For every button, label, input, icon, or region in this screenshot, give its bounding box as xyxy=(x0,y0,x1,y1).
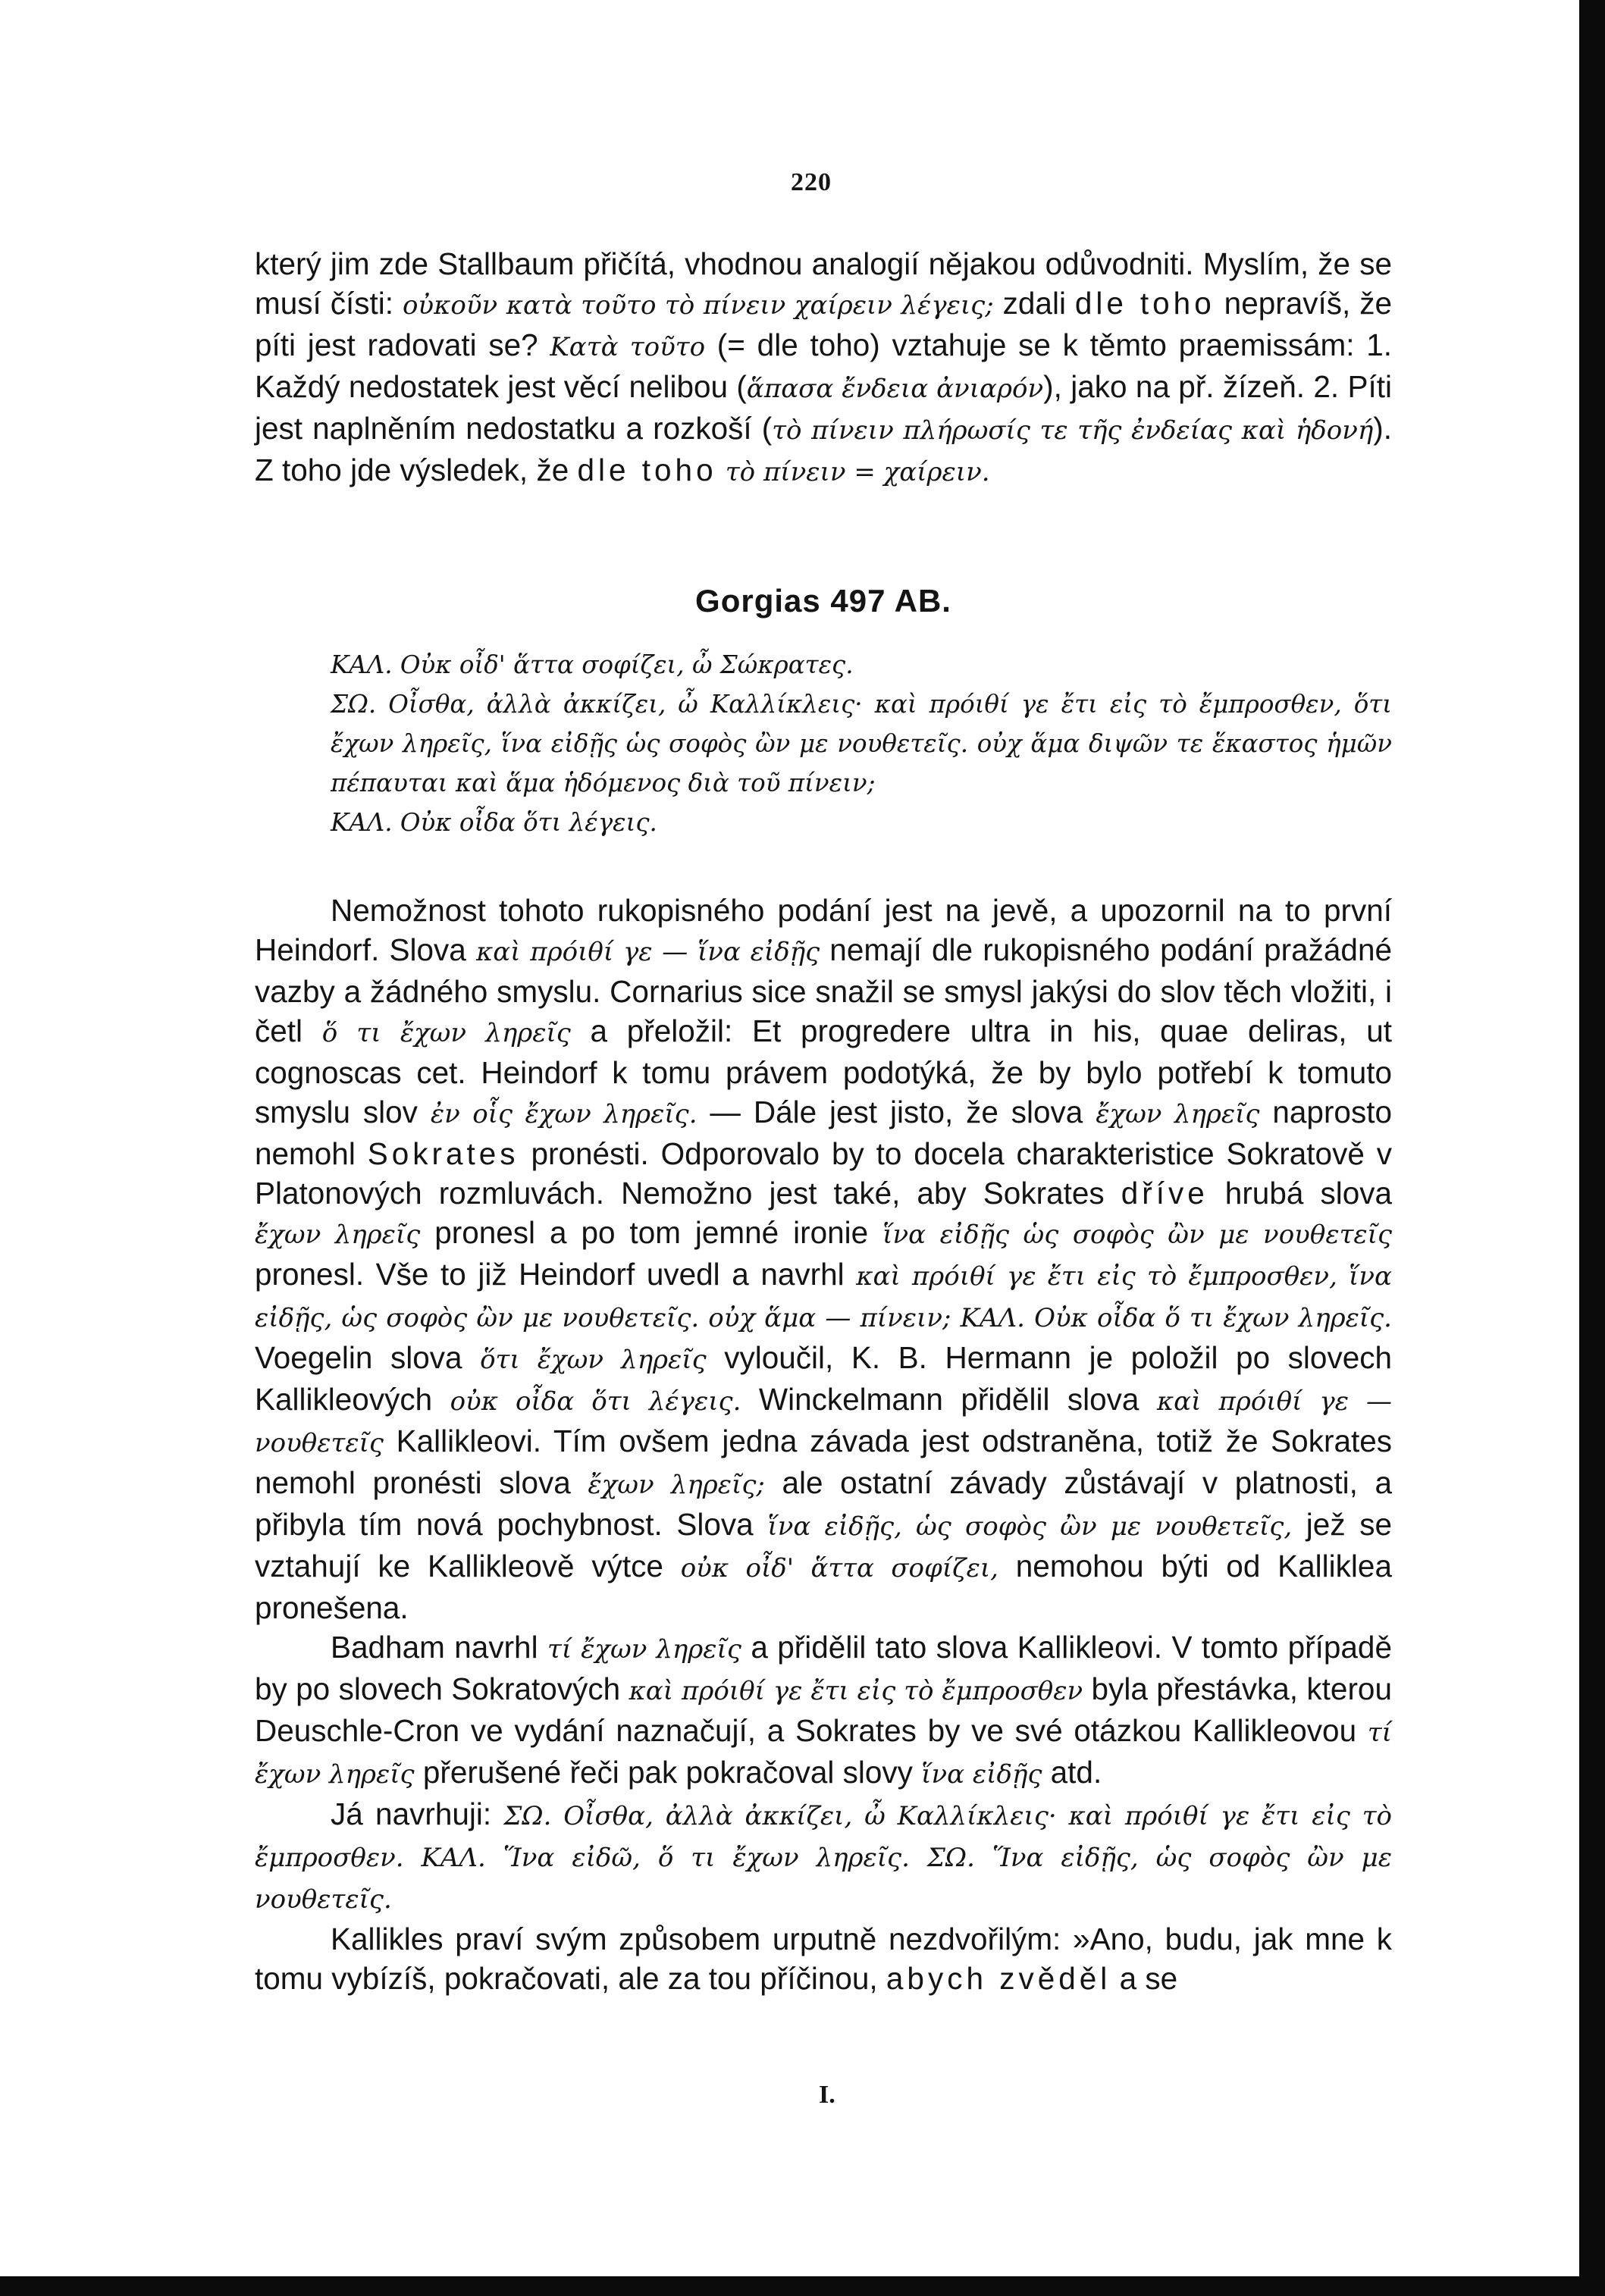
greek-quote: ἔχων ληρεῖς xyxy=(255,1220,421,1250)
text-run: a přeložil: Et progredere ultra in his, quae deliras, ut cognoscas cet. Heindorf k tomu právem podotýká, že by bylo potřebí k tomuto smyslu slov xyxy=(255,1013,1392,1129)
text-run: pronesl. Vše to již Heindorf uvedl a navrhl xyxy=(255,1257,857,1292)
text-run: pronesl a po tom jemné ironie xyxy=(420,1215,883,1250)
text-run: (= dle toho) vztahuje se k těmto praemissám: 1. Každý nedostatek jest věcí nelibou ( xyxy=(255,327,1392,404)
paragraph-3 xyxy=(255,1794,1392,1919)
section-heading: Gorgias 497 AB. xyxy=(695,583,951,619)
text-run: hrubá slova xyxy=(1208,1176,1392,1211)
text-run: Badham navrhl xyxy=(331,1630,548,1665)
greek-quote: ὅτι ἔχων ληρεῖς xyxy=(480,1345,707,1375)
greek-quote: καὶ πρόιθί γε ἔτι εἰς τὸ ἔμπροσθεν, ἵνα εἰδῇς, ὡς σοφὸς ὢν με νουθετεῖς. οὐχ ἅμα — πίνειν; ΚΑΛ. Οὐκ οἶδα ὅ τι ἔχων ληρεῖς. xyxy=(255,1261,1392,1333)
dialogue-line: ΚΑΛ. Οὐκ οἶδα ὅτι λέγεις. xyxy=(331,808,657,837)
greek-quote: οὐκοῦν κατὰ τοῦτο τὸ πίνειν χαίρειν λέγεις; xyxy=(402,290,994,321)
text-run: nemohou býti od Kalliklea pronešena. xyxy=(255,1549,1392,1625)
text-run: nepravíš, že píti jest radovati se? xyxy=(255,286,1392,362)
text-run xyxy=(717,453,726,487)
spaced-emphasis: dle toho xyxy=(577,453,717,487)
greek-quote: ὅ τι ἔχων ληρεῖς xyxy=(321,1018,571,1048)
text-run: ), jako na př. žízeň. 2. Píti jest naplněním nedostatku a rozkoší ( xyxy=(255,369,1392,446)
greek-quote: τὸ πίνειν πλήρωσίς τε τῆς ἐνδείας καὶ ἡδονή xyxy=(772,415,1374,446)
text-run: byla přestávka, kterou Deuschle-Cron ve vydání naznačují, a Sokrates by ve své otázkou Kallikleovou xyxy=(255,1671,1392,1748)
text-run: pronésti. Odporovalo by to docela charakteristice Sokratově v Platonových rozmluvách. Nemožno jest také, aby Sokrates xyxy=(255,1136,1392,1211)
text-run: vyloučil, K. B. Hermann je položil po slovech Kallikleových xyxy=(255,1340,1392,1417)
text-run: Winckelmann přidělil slova xyxy=(741,1382,1157,1417)
greek-quote: ἔχων ληρεῖς xyxy=(1096,1099,1260,1129)
text-run: přerušené řeči pak pokračoval slovy xyxy=(414,1755,922,1790)
text-run: Voegelin slova xyxy=(255,1340,481,1375)
greek-quote: τί ἔχων ληρεῖς xyxy=(255,1718,1392,1790)
spaced-emphasis: Sokrates xyxy=(367,1136,519,1171)
text-run: atd. xyxy=(1042,1755,1102,1790)
page-body xyxy=(255,244,1392,1998)
dialogue-line: ΣΩ. Οἶσθα, ἀλλὰ ἀκκίζει, ὦ Καλλίκλεις· καὶ πρόιθί γε ἔτι εἰς τὸ ἔμπροσθεν, ὅτι ἔχων ληρεῖς, ἵνα εἰδῇς ὡς σοφὸς ὢν με νουθετεῖς. οὐχ ἅμα διψῶν τε ἕκαστος ἡμῶν πέπαυται καὶ ἅμα ἡδόμενος διὰ τοῦ πίνειν; xyxy=(331,690,1392,797)
greek-quote: ΣΩ. Οἶσθα, ἀλλὰ ἀκκίζει, ὦ Καλλίκλεις· καὶ πρόιθί γε ἔτι εἰς τὸ ἔμπροσθεν. ΚΑΛ. Ἵνα εἰδῶ, ὅ τι ἔχων ληρεῖς. ΣΩ. Ἵνα εἰδῇς, ὡς σοφὸς ὢν με νουθετεῖς. xyxy=(255,1801,1392,1915)
text-run: nemají dle rukopisného podání pražádné vazby a žádného smyslu. Cornarius sice snažil se smysl jakýsi do slov těch vložiti, i četl xyxy=(255,932,1392,1048)
text-run: — Dále jest jisto, že slova xyxy=(697,1095,1096,1129)
greek-quote: ἵνα εἰδῇς xyxy=(921,1759,1042,1790)
greek-dialogue xyxy=(255,645,1392,842)
text-run: Nemožnost tohoto rukopisného podání jest na jevě, a upozornil na to první Heindorf. Slova xyxy=(255,893,1392,967)
greek-quote: οὐκ οἶδα ὅτι λέγεις. xyxy=(450,1386,741,1417)
text-run: Kallikleovi. Tím ovšem jedna závada jest odstraněna, totiž že Sokrates nemohl pronésti slova xyxy=(255,1424,1392,1500)
intro-paragraph xyxy=(255,244,1392,492)
greek-quote: καὶ πρόιθί γε ἔτι εἰς τὸ ἔμπροσθεν xyxy=(629,1676,1083,1706)
text-run: ). Z toho jde výsledek, že xyxy=(255,411,1392,487)
paragraph-4 xyxy=(255,1919,1392,1998)
text-run: Kallikles praví svým způsobem urputně nezdvořilým: »Ano, budu, jak mne k tomu vybízíš, pokračovati, ale za tou příčinou, xyxy=(255,1922,1392,1996)
greek-quote: τὸ πίνειν = χαίρειν. xyxy=(725,457,990,487)
greek-quote: Κατὰ τοῦτο xyxy=(550,332,706,362)
page-number: 220 xyxy=(791,168,832,196)
greek-quote: ἅπασα ἔνδεια ἀνιαρόν xyxy=(746,374,1044,404)
paragraph-2 xyxy=(255,1627,1392,1794)
text-run: ale ostatní závady zůstávají v platnosti, a přibyla tím nová pochybnost. Slova xyxy=(255,1465,1393,1542)
spaced-emphasis: abych zvěděl xyxy=(886,1961,1111,1996)
text-run: naprosto nemohl xyxy=(255,1095,1392,1171)
signature-mark: I. xyxy=(819,2081,835,2109)
greek-quote: ἵνα εἰδῇς, ὡς σοφὸς ὢν με νουθετεῖς, xyxy=(767,1511,1293,1542)
greek-quote: τί ἔχων ληρεῖς xyxy=(547,1634,741,1665)
spaced-emphasis: dříve xyxy=(1121,1176,1208,1211)
greek-quote: καὶ πρόιθί γε — ἵνα εἰδῇς xyxy=(475,937,820,967)
text-run: který jim zde Stallbaum přičítá, vhodnou analogií nějakou odůvodniti. Myslím, že se musí čísti: xyxy=(255,246,1392,321)
dialogue-line: ΚΑΛ. Οὐκ οἶδ' ἅττα σοφίζει, ὦ Σώκρατες. xyxy=(331,650,854,679)
greek-quote: ἵνα εἰδῇς ὡς σοφὸς ὢν με νουθετεῖς xyxy=(882,1220,1392,1250)
greek-quote: οὐκ οἶδ' ἅττα σοφίζει, xyxy=(680,1553,998,1583)
text-run: a přidělil tato slova Kallikleovi. V tomto případě by po slovech Sokratových xyxy=(255,1630,1392,1706)
text-run: zdali xyxy=(993,286,1075,321)
spaced-emphasis: dle toho xyxy=(1074,286,1215,321)
greek-quote: ἐν οἷς ἔχων ληρεῖς. xyxy=(430,1099,697,1129)
paragraph-1 xyxy=(255,891,1392,1627)
greek-quote: ἔχων ληρεῖς; xyxy=(588,1470,765,1500)
greek-quote: καὶ πρόιθί γε — νουθετεῖς xyxy=(255,1386,1392,1458)
text-run: jež se vztahují ke Kallikleově výtce xyxy=(255,1507,1393,1583)
text-run: Já navrhuji: xyxy=(331,1796,504,1831)
text-run: a se xyxy=(1111,1961,1178,1996)
